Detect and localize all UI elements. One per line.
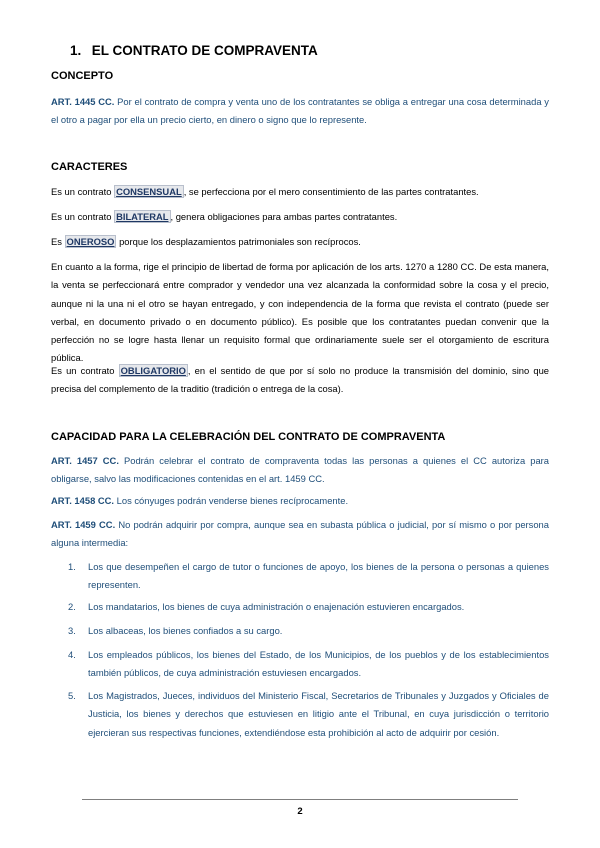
list-item-number: 2.: [68, 601, 76, 612]
list-item-text: Los mandatarios, los bienes de cuya administración o enajenación estuvieren encargados.: [88, 601, 465, 612]
article-reference: ART. 1445 CC.: [51, 96, 115, 107]
text-fragment: Es un contrato: [51, 365, 119, 376]
article-reference: ART. 1458 CC.: [51, 495, 115, 506]
article-text: Podrán celebrar el contrato de compraventa todas las personas a quienes el CC autoriza para obligarse, salvo las modificaciones contenidas en el art. 1459 CC.: [51, 455, 549, 485]
footer-divider: [82, 799, 518, 800]
text-fragment: porque los desplazamientos patrimoniales son recíprocos.: [116, 236, 361, 247]
text-fragment: Es: [51, 236, 65, 247]
text-fragment: , en el sentido de que por sí solo no produce la transmisión del dominio, sino que precisa del complemento de la traditio (tradición o entrega de la cosa).: [51, 365, 549, 395]
list-item: [68, 622, 549, 640]
list-item: [68, 598, 549, 616]
section-title-text: EL CONTRATO DE COMPRAVENTA: [91, 43, 318, 58]
list-item-text: Los Magistrados, Jueces, individuos del Ministerio Fiscal, Secretarios de Tribunales y Juzgados y Oficiales de Justicia, los bienes y derechos que estuviesen en litigio ante el Tribunal, en cuya jurisdicción o territorio ejercieran sus respectivas funciones, extendiéndose esta prohibición al acto de adquirir por cesión.: [88, 690, 549, 738]
article-reference: ART. 1457 CC.: [51, 455, 119, 466]
article-text: Los cónyuges podrán venderse bienes recíprocamente.: [114, 495, 349, 506]
section-title: [70, 43, 318, 58]
text-fragment: Es un contrato: [51, 186, 115, 197]
list-item: [68, 558, 549, 595]
heading-capacidad: CAPACIDAD PARA LA CELEBRACIÓN DEL CONTRATO DE COMPRAVENTA: [51, 431, 446, 443]
list-item-number: 5.: [68, 690, 76, 701]
paragraph-art-1457: [51, 452, 549, 489]
list-item-text: Los que desempeñen el cargo de tutor o funciones de apoyo, los bienes de la persona o personas a quienes representen.: [88, 561, 549, 591]
paragraph-bilateral: [51, 208, 549, 226]
paragraph-art-1458: [51, 492, 549, 510]
list-item: [68, 687, 549, 742]
paragraph-oneroso: [51, 233, 549, 251]
list-item-text: Los empleados públicos, los bienes del Estado, de los Municipios, de los pueblos y de los establecimientos también públicos, de cuya administración estuviesen encargados.: [88, 649, 549, 679]
list-item-number: 1.: [68, 561, 76, 572]
text-fragment: , se perfecciona por el mero consentimiento de las partes contratantes.: [183, 186, 479, 197]
article-reference: ART. 1459 CC.: [51, 519, 116, 530]
section-number: 1.: [70, 43, 82, 58]
list-item-number: 3.: [68, 625, 76, 636]
article-text: No podrán adquirir por compra, aunque sea en subasta pública o judicial, por sí mismo o por persona alguna intermedia:: [51, 519, 549, 549]
paragraph-art-1459: [51, 516, 549, 553]
term-bilateral: BILATERAL: [116, 211, 169, 222]
list-item: [68, 646, 549, 683]
text-fragment: , genera obligaciones para ambas partes contratantes.: [170, 211, 398, 222]
term-oneroso: ONEROSO: [66, 236, 115, 247]
page-number: 2: [297, 806, 303, 817]
term-obligatorio: OBLIGATORIO: [120, 365, 186, 376]
article-text: Por el contrato de compra y venta uno de los contratantes se obliga a entregar una cosa determinada y el otro a pagar por ella un precio cierto, en dinero o signo que lo represente.: [51, 96, 549, 126]
paragraph-obligatorio: [51, 362, 549, 399]
text-fragment: Es un contrato: [51, 211, 115, 222]
paragraph-art-1445: [51, 93, 549, 130]
paragraph-forma: En cuanto a la forma, rige el principio de libertad de forma por aplicación de los arts. 1270 a 1280 CC. De esta manera, la venta se perfeccionará entre comprador y vendedor una vez alcanzada la conformidad sobre la cosa y el precio, aunque ni la una ni el otro se hayan entregado, y con independencia de la forma que revista el contrato (puede ser verbal, en documento privado o en documento público). Es posible que los contratantes puedan convenir que la perfección no se logre hasta llenar un requisito formal que ordinariamente suele ser el otorgamiento de escritura pública.: [51, 261, 549, 364]
heading-caracteres: CARACTERES: [51, 161, 128, 173]
list-item-number: 4.: [68, 649, 76, 660]
paragraph-consensual: [51, 183, 549, 201]
heading-concepto: CONCEPTO: [51, 70, 114, 82]
term-consensual: CONSENSUAL: [116, 186, 182, 197]
list-item-text: Los albaceas, los bienes confiados a su cargo.: [88, 625, 283, 636]
